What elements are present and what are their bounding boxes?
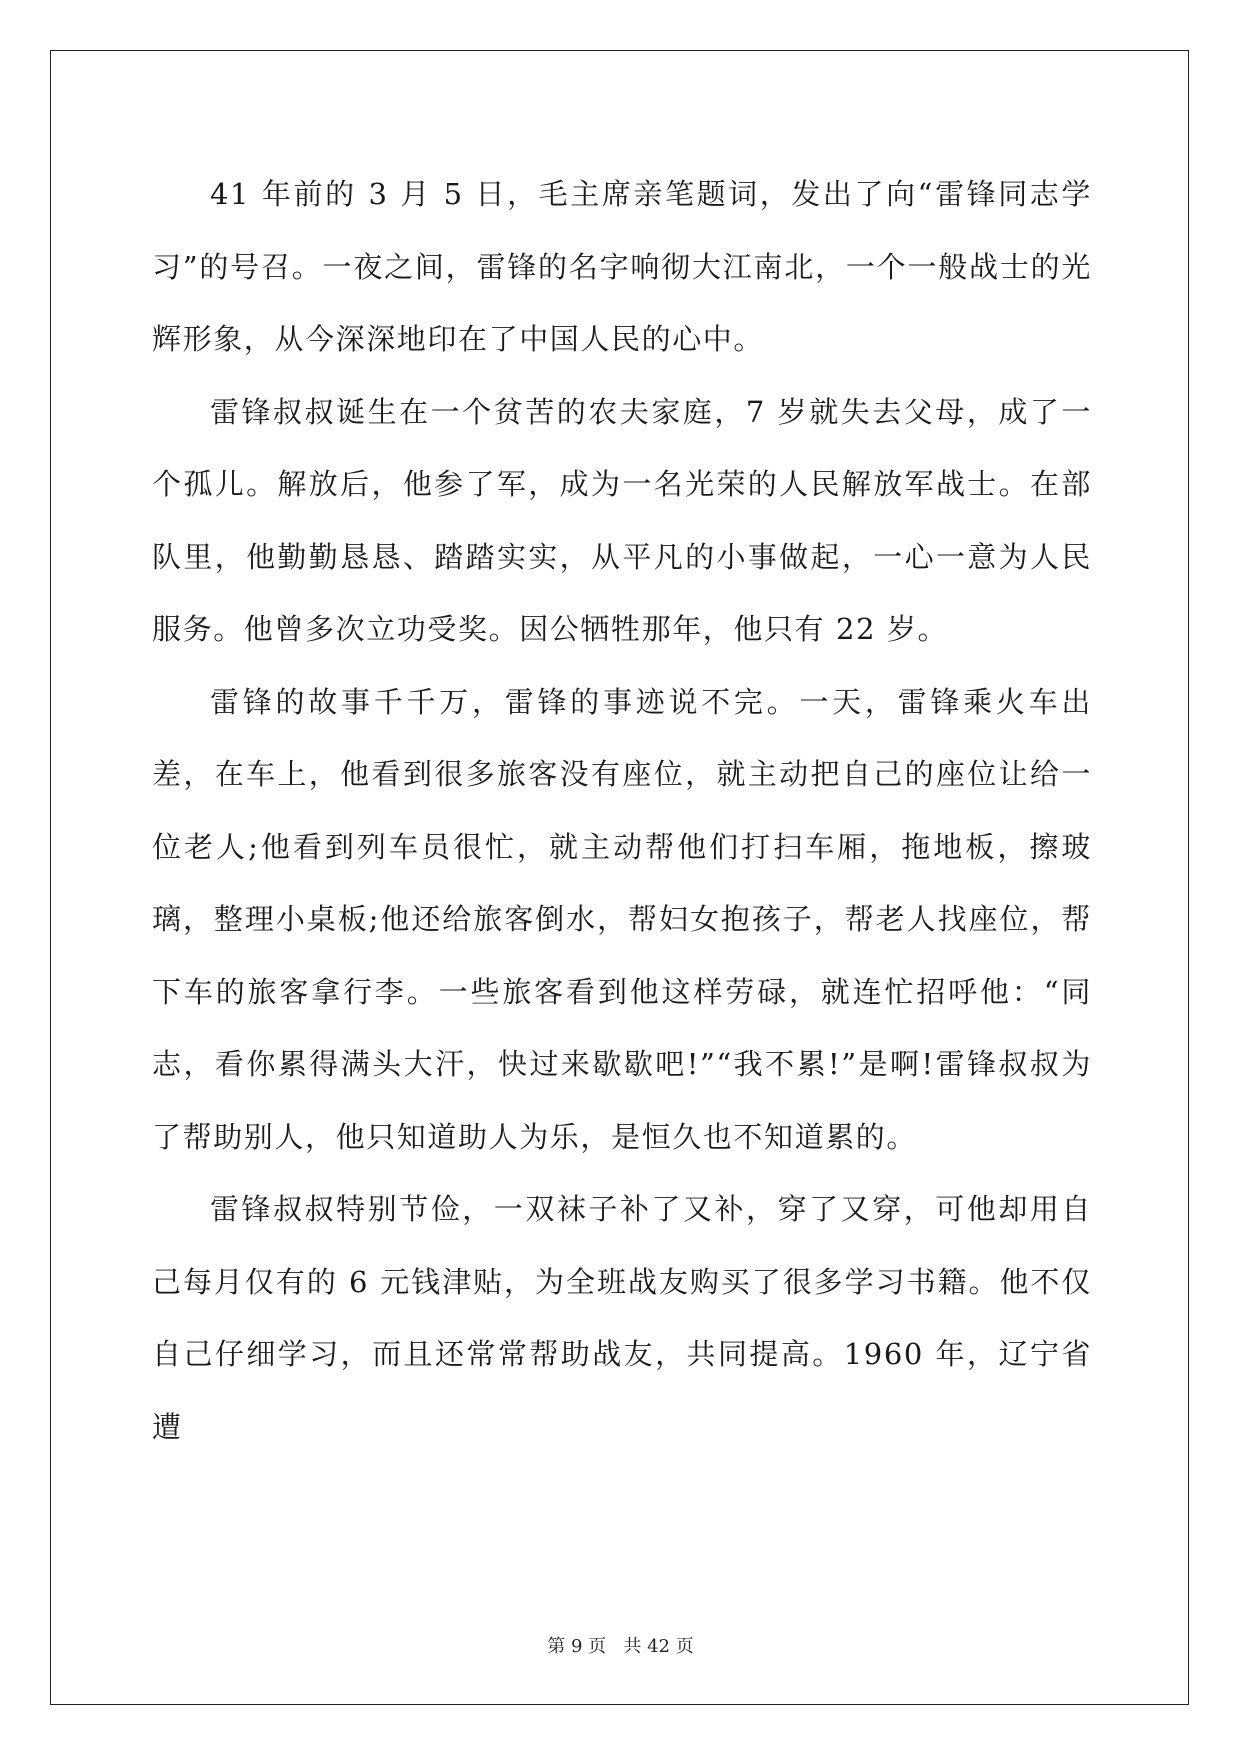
paragraph-3: 雷锋的故事千千万，雷锋的事迹说不完。一天，雷锋乘火车出差，在车上，他看到很多旅客没有座位，就主动把自己的座位让给一位老人;他看到列车员很忙，就主动帮他们打扫车厢，拖地板，擦玻璃，整理小桌板;他还给旅客倒水，帮妇女抱孩子，帮老人找座位，帮下车的旅客拿行李。一些旅客看到他这样劳碌，就连忙招呼他：“同志，看你累得满头大汗，快过来歇歇吧!”“我不累!”是啊!雷锋叔叔为了帮助别人，他只知道助人为乐，是恒久也不知道累的。 [152,684,1092,1154]
paragraph-4: 雷锋叔叔特别节俭，一双袜子补了又补，穿了又穿，可他却用自己每月仅有的 6 元钱津贴，为全班战友购买了很多学习书籍。他不仅自己仔细学习，而且还常常帮助战友，共同提高。1960 年，辽宁省遭 [152,1192,1092,1444]
paragraph-1: 41 年前的 3 月 5 日，毛主席亲笔题词，发出了向“雷锋同志学习”的号召。一夜之间，雷锋的名字响彻大江南北，一个一般战士的光辉形象，从今深深地印在了中国人民的心中。 [152,177,1092,356]
document-body [152,158,1092,1463]
paragraph-2: 雷锋叔叔诞生在一个贫苦的农夫家庭，7 岁就失去父母，成了一个孤儿。解放后，他参了军，成为一名光荣的人民解放军战士。在部队里，他勤勤恳恳、踏踏实实，从平凡的小事做起，一心一意为人民服务。他曾多次立功受奖。因公牺牲那年，他只有 22 岁。 [152,394,1092,646]
page-footer [0,1632,1241,1658]
page-number: 第 9 页 共 42 页 [547,1636,694,1657]
